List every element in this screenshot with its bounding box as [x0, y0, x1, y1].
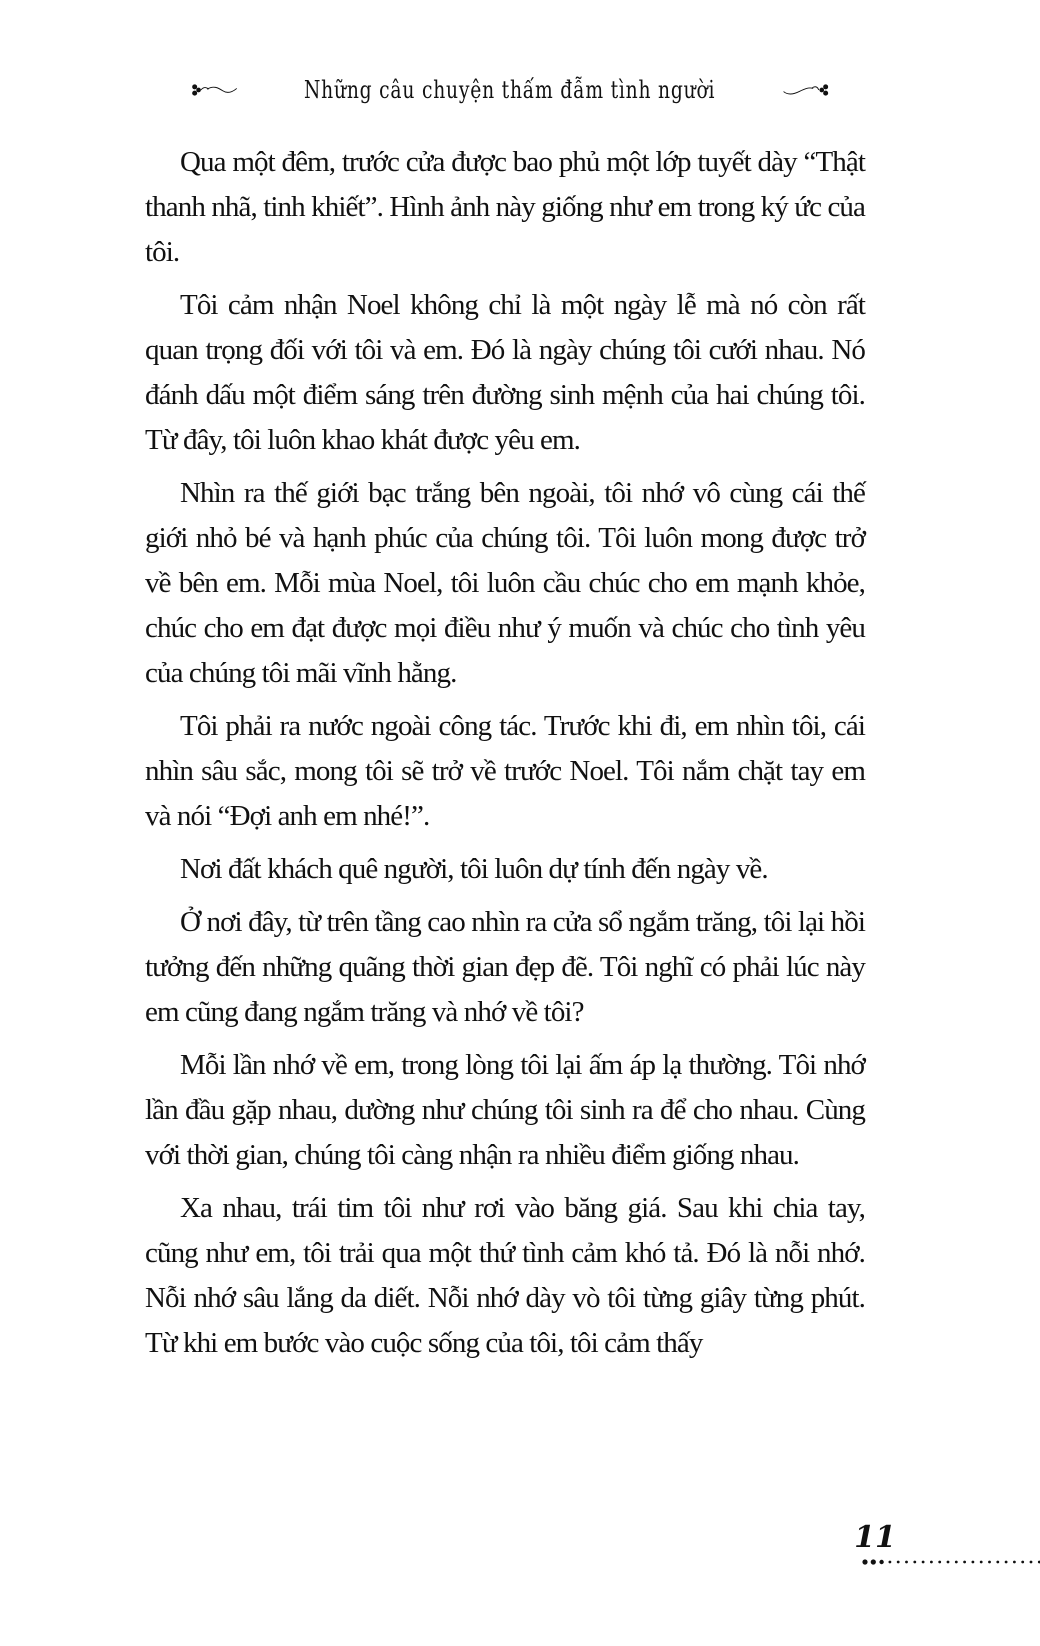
rule-dot: [889, 1561, 892, 1564]
running-header: [190, 70, 830, 110]
rule-dot: [913, 1561, 916, 1564]
dotted-rule: [862, 1557, 1040, 1567]
paragraph: Tôi cảm nhận Noel không chỉ là một ngày lễ mà nó còn rất quan trọng đối với tôi và em. Đó là ngày chúng tôi cưới nhau. Nó đánh dấu một điểm sáng trên đường sinh mệnh của hai chúng tôi. Từ đây, tôi luôn khao khát được yêu em.: [145, 289, 865, 456]
rule-dot: [938, 1561, 941, 1564]
paragraph: Mỗi lần nhớ về em, trong lòng tôi lại ấm áp lạ thường. Tôi nhớ lần đầu gặp nhau, dường như chúng tôi sinh ra để cho nhau. Cùng với thời gian, chúng tôi càng nhận ra nhiều điểm giống nhau.: [145, 1049, 865, 1171]
rule-dot: [980, 1561, 983, 1564]
rule-dot: [972, 1561, 975, 1564]
rule-dot: [947, 1561, 950, 1564]
right-flourish-icon: [782, 75, 830, 105]
page-number: 11: [854, 1520, 896, 1555]
paragraph: Qua một đêm, trước cửa được bao phủ một lớp tuyết dày “Thật thanh nhã, tinh khiết”. Hình ảnh này giống như em trong ký ức của tôi.: [145, 146, 865, 268]
rule-dot: [922, 1561, 925, 1564]
rule-dot: [988, 1561, 991, 1564]
paragraph: Nơi đất khách quê người, tôi luôn dự tính đến ngày về.: [180, 853, 768, 885]
rule-dot: [963, 1561, 966, 1564]
header-title: Những câu chuyện thấm đẫm tình người: [304, 76, 716, 104]
rule-dot: [1030, 1561, 1033, 1564]
body-text: [145, 140, 865, 1374]
paragraph: Ở nơi đây, từ trên tầng cao nhìn ra cửa sổ ngắm trăng, tôi lại hồi tưởng đến những quãng thời gian đẹp đẽ. Tôi nghĩ có phải lúc này em cũng đang ngắm trăng và nhớ về tôi?: [145, 906, 865, 1028]
left-flourish-icon: [190, 75, 238, 105]
paragraph: Tôi phải ra nước ngoài công tác. Trước khi đi, em nhìn tôi, cái nhìn sâu sắc, mong tôi sẽ trở về trước Noel. Tôi nắm chặt tay em và nói “Đợi anh em nhé!”.: [145, 710, 865, 832]
rule-dot: [871, 1559, 876, 1564]
rule-dot: [1021, 1561, 1024, 1564]
rule-dot: [905, 1561, 908, 1564]
rule-dot: [1013, 1561, 1016, 1564]
rule-dot: [955, 1561, 958, 1564]
paragraph: Nhìn ra thế giới bạc trắng bên ngoài, tôi nhớ vô cùng cái thế giới nhỏ bé và hạnh phúc của chúng tôi. Tôi luôn mong được trở về bên em. Mỗi mùa Noel, tôi luôn cầu chúc cho em mạnh khỏe, chúc cho em đạt được mọi điều như ý muốn và chúc cho tình yêu của chúng tôi mãi vĩnh hằng.: [145, 477, 865, 689]
rule-dot: [897, 1561, 900, 1564]
rule-dot: [862, 1559, 867, 1564]
rule-dot: [879, 1560, 883, 1564]
paragraph: Xa nhau, trái tim tôi như rơi vào băng giá. Sau khi chia tay, cũng như em, tôi trải qua một thứ tình cảm khó tả. Đó là nỗi nhớ. Nỗi nhớ sâu lắng da diết. Nỗi nhớ dày vò tôi từng giây từng phút. Từ khi em bước vào cuộc sống của tôi, tôi cảm thấy: [145, 1192, 865, 1359]
rule-dot: [1005, 1561, 1008, 1564]
rule-dot: [996, 1561, 999, 1564]
rule-dot: [930, 1561, 933, 1564]
